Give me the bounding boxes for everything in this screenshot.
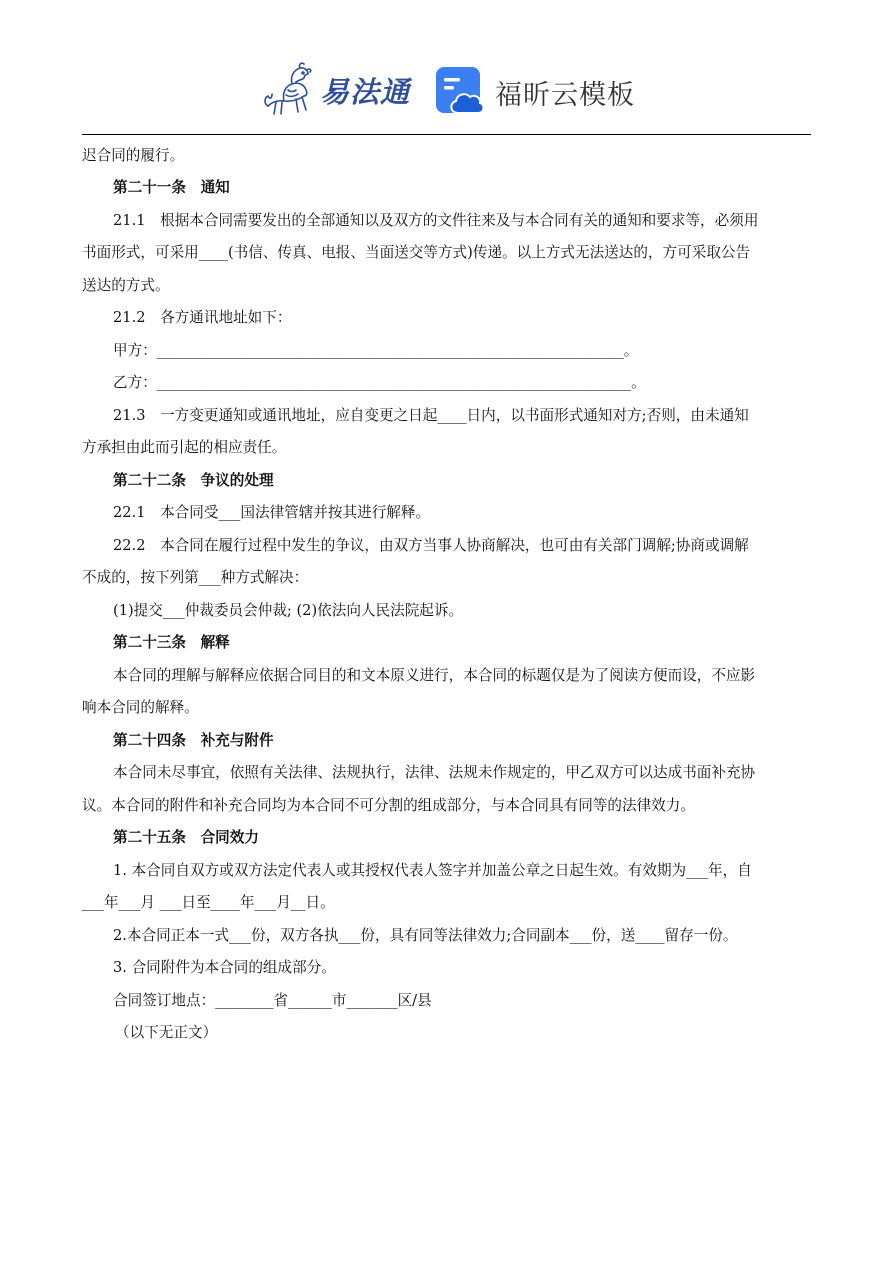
clause-22-2-line-1: 22.2 本合同在履行过程中发生的争议，由双方当事人协商解决，也可由有关部门调解;协商或调解 xyxy=(113,536,749,554)
paragraph-continuation: 迟合同的履行。 xyxy=(82,147,185,164)
yifatong-logo-text: 易法通 xyxy=(320,74,411,109)
article-23-line-1: 本合同的理解与解释应依据合同目的和文本原义进行，本合同的标题仅是为了阅读方便而设，不应影 xyxy=(113,666,756,684)
qilin-emblem-icon xyxy=(262,62,318,118)
article-21-heading: 第二十一条 通知 xyxy=(113,179,230,196)
party-b-address-line: 乙方：_________________________________________________________________。 xyxy=(113,374,646,391)
party-a-address-line: 甲方：________________________________________________________________。 xyxy=(113,341,639,359)
signing-location: 合同签订地点：________省______市_______区/县 xyxy=(113,991,432,1009)
article-25-heading: 第二十五条 合同效力 xyxy=(113,829,259,846)
clause-22-1: 22.1 本合同受___国法律管辖并按其进行解释。 xyxy=(113,504,431,521)
fuxin-logo-text: 福昕云模板 xyxy=(495,79,635,111)
header-divider xyxy=(82,134,811,135)
article-22-heading: 第二十二条 争议的处理 xyxy=(113,471,274,489)
page-header xyxy=(0,0,893,136)
article-25-clause-1-line-2: ___年___月 ___日至____年___月__日。 xyxy=(82,894,335,911)
clause-21-2: 21.2 各方通讯地址如下： xyxy=(113,309,292,326)
yifatong-logo xyxy=(262,62,410,118)
end-of-text-note: （以下无正文） xyxy=(115,1023,218,1041)
cloud-template-app-icon xyxy=(436,67,486,117)
article-23-line-2: 响本合同的解释。 xyxy=(82,699,199,716)
article-24-heading: 第二十四条 补充与附件 xyxy=(113,731,274,749)
clause-21-1-line-2: 书面形式，可采用____(书信、传真、电报、当面送交等方式)传递。以上方式无法送达的，方可采取公告 xyxy=(82,244,751,261)
clause-21-1-line-1: 21.1 根据本合同需要发出的全部通知以及双方的文件往来及与本合同有关的通知和要求等，必须用 xyxy=(113,211,759,229)
article-25-clause-3: 3. 合同附件为本合同的组成部分。 xyxy=(113,959,336,976)
clause-22-2-options: (1)提交___仲裁委员会仲裁; (2)依法向人民法院起诉。 xyxy=(113,601,464,619)
clause-22-2-line-2: 不成的，按下列第___种方式解决： xyxy=(82,569,309,586)
clause-21-1-line-3: 送达的方式。 xyxy=(82,276,170,294)
fuxin-logo xyxy=(436,66,635,118)
clause-21-3-line-2: 方承担由此而引起的相应责任。 xyxy=(82,439,287,456)
article-25-clause-2: 2.本合同正本一式___份，双方各执___份，具有同等法律效力;合同副本___份，送____留存一份。 xyxy=(113,926,738,944)
article-25-clause-1-line-1: 1. 本合同自双方或双方法定代表人或其授权代表人签字并加盖公章之日起生效。有效期为___年，自 xyxy=(113,861,752,879)
article-23-heading: 第二十三条 解释 xyxy=(113,634,230,651)
clause-21-3-line-1: 21.3 一方变更通知或通讯地址，应自变更之日起____日内，以书面形式通知对方;否则，由未通知 xyxy=(113,406,749,424)
article-24-line-2: 议。本合同的附件和补充合同均为本合同不可分割的组成部分，与本合同具有同等的法律效力。 xyxy=(82,796,695,814)
article-24-line-1: 本合同未尽事宜，依照有关法律、法规执行，法律、法规未作规定的，甲乙双方可以达成书面补充协 xyxy=(113,764,756,781)
contract-body xyxy=(82,140,811,1049)
